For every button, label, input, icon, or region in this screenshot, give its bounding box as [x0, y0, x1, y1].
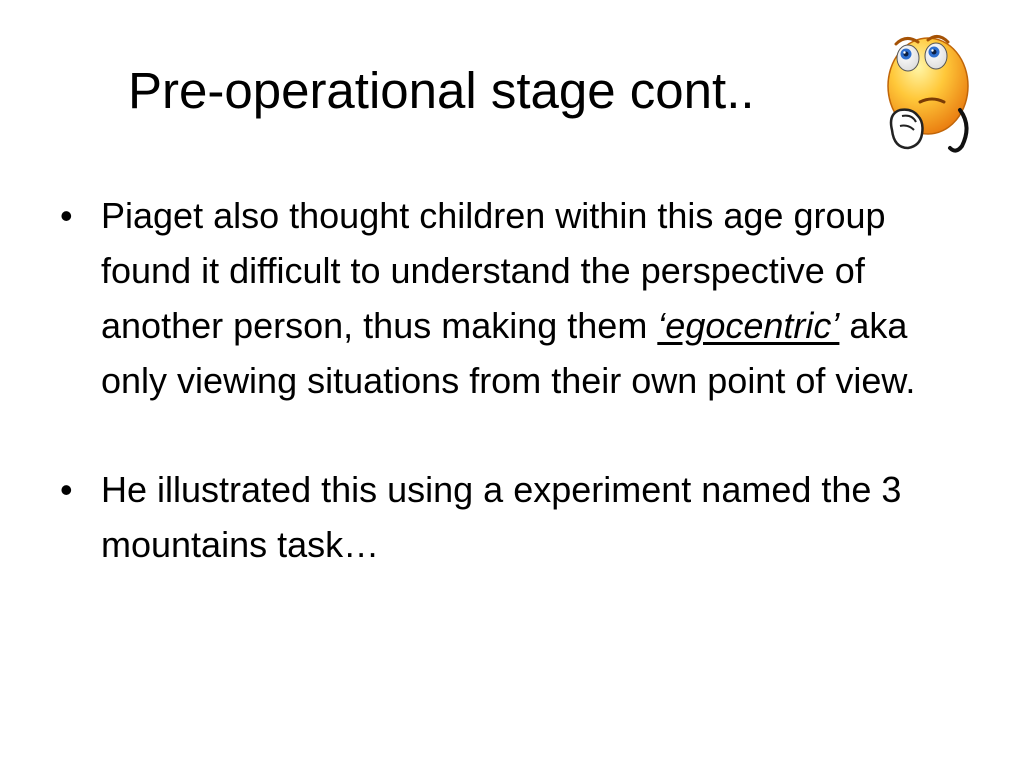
bullet-item [60, 188, 960, 408]
bullet-item [60, 462, 960, 572]
egocentric-term: ‘egocentric’ [657, 305, 840, 346]
bullet-text: He illustrated this using a experiment named the 3 mountains task… [101, 469, 902, 565]
bullet-text [101, 188, 960, 408]
thinking-face-icon [878, 30, 974, 156]
slide-title: Pre-operational stage cont.. [128, 62, 755, 119]
bullet-marker: • [60, 195, 73, 236]
bullet-text-before: Piaget also thought children within this age group found it difficult to understand the perspective of another person, thus making them [101, 195, 886, 346]
bullet-marker: • [60, 469, 73, 510]
bullet-list [60, 188, 960, 572]
bullet-text-after: aka only viewing situations from their own point of view. [101, 305, 916, 401]
